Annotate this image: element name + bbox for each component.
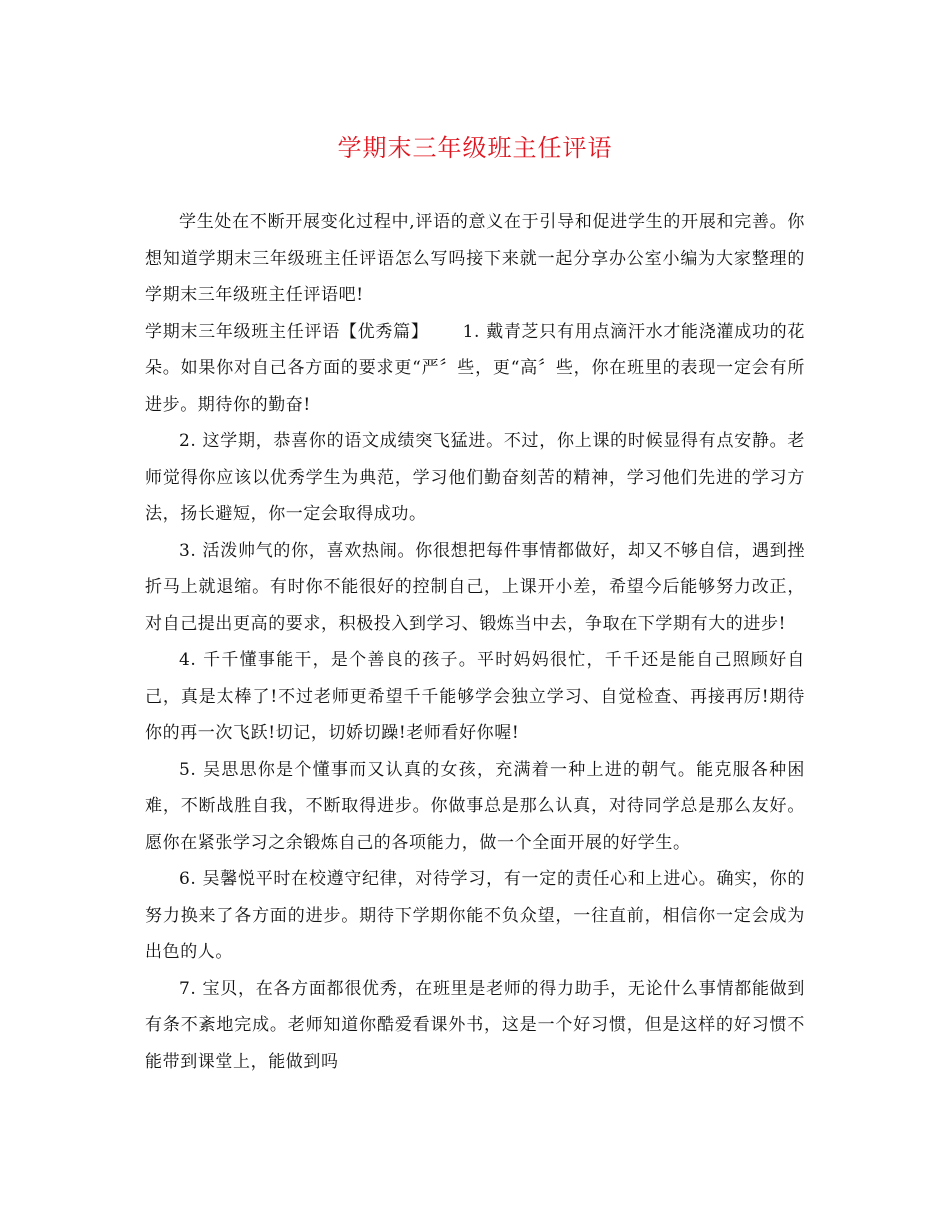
section-heading: 学期末三年级班主任评语【优秀篇】 — [145, 321, 429, 342]
document-title: 学期末三年级班主任评语 — [337, 134, 613, 162]
comment-1: 1. 戴青芝只有用点滴汗水才能浇灌成功的花朵。如果你对自己各方面的要求更“严〞些，更“高〞些，你在班里的表现一定会有所进步。期待你的勤奋! — [145, 321, 805, 415]
comment-3: 3. 活泼帅气的你，喜欢热闹。你很想把每件事情都做好，却又不够自信，遇到挫折马上就退缩。有时你不能很好的控制自己，上课开小差，希望今后能够努力改正，对自己提出更高的要求，积极投入到学习、锻炼当中去，争取在下学期有大的进步! — [145, 540, 805, 634]
comment-4: 4. 千千懂事能干，是个善良的孩子。平时妈妈很忙，千千还是能自己照顾好自己，真是太棒了!不过老师更希望千千能够学会独立学习、自觉检查、再接再厉!期待你的再一次飞跃!切记，切娇切躁!老师看好你喔! — [145, 650, 805, 743]
intro-paragraph: 学生处在不断开展变化过程中,评语的意义在于引导和促进学生的开展和完善。你想知道学期末三年级班主任评语怎么写吗接下来就一起分享办公室小编为大家整理的学期末三年级班主任评语吧! — [145, 212, 805, 305]
section-paragraph — [145, 314, 805, 424]
comment-2: 2. 这学期，恭喜你的语文成绩突飞猛进。不过，你上课的时候显得有点安静。老师觉得你应该以优秀学生为典范，学习他们勤奋刻苦的精神，学习他们先进的学习方法，扬长避短，你一定会取得成功。 — [145, 431, 805, 524]
document-body — [145, 204, 805, 1080]
comment-7: 7. 宝贝，在各方面都很优秀，在班里是老师的得力助手，无论什么事情都能做到有条不紊地完成。老师知道你酷爱看课外书，这是一个好习惯，但是这样的好习惯不能带到课堂上，能做到吗 — [145, 978, 805, 1072]
comment-6: 6. 吴馨悦平时在校遵守纪律，对待学习，有一定的责任心和上进心。确实，你的努力换来了各方面的进步。期待下学期你能不负众望，一往直前，相信你一定会成为出色的人。 — [145, 869, 805, 962]
comment-5: 5. 吴思思你是个懂事而又认真的女孩，充满着一种上进的朝气。能克服各种困难，不断战胜自我，不断取得进步。你做事总是那么认真，对待同学总是那么友好。愿你在紧张学习之余锻炼自己的各项能力，做一个全面开展的好学生。 — [145, 759, 805, 853]
